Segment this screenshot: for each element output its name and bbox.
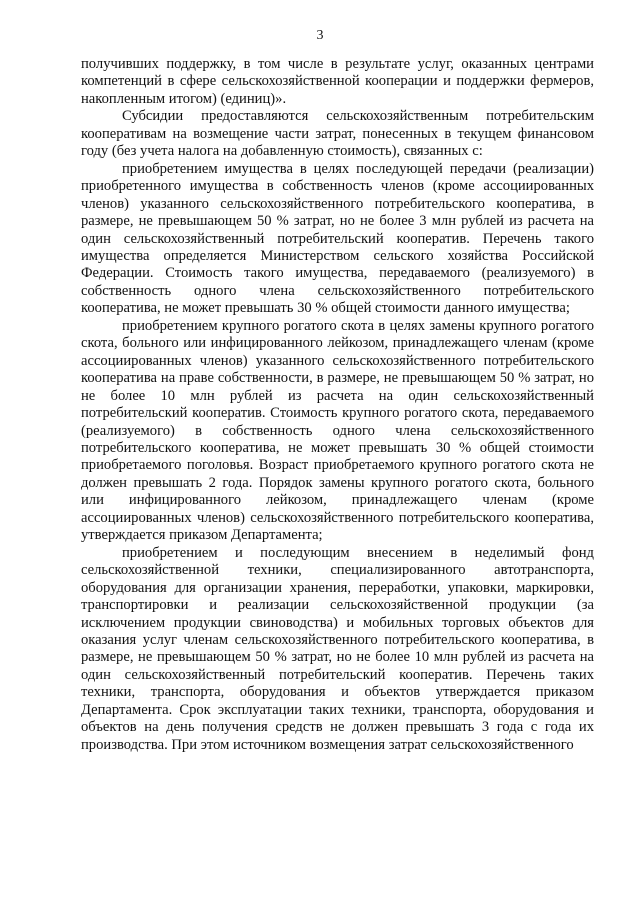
- paragraph-property-acquisition: приобретением имущества в целях последующей передачи (реализации) приобретенного имущества в собственность членов (кроме ассоциированных членов) указанного сельскохозяйственного потребительского кооператива, в размере, не превышающем 50 % затрат, но не более 3 млн рублей из расчета на один сельскохозяйственный потребительский кооператив. Перечень такого имущества определяется Министерством сельского хозяйства Российской Федерации. Стоимость такого имущества, передаваемого (реализуемого) в собственность одного члена сельскохозяйственного потребительского кооператива, не может превышать 30 % общей стоимости данного имущества;: [81, 160, 594, 317]
- page-number: 3: [316, 28, 324, 43]
- paragraph-continuation: получивших поддержку, в том числе в результате услуг, оказанных центрами компетенций в сфере сельскохозяйственной кооперации и поддержки фермеров, накопленным итогом) (единиц)».: [81, 56, 594, 107]
- paragraph-cattle-replacement: приобретением крупного рогатого скота в целях замены крупного рогатого скота, больного или инфицированного лейкозом, принадлежащего членам (кроме ассоциированных членов) указанного сельскохозяйственного потребительского кооператива на праве собственности, в размере, не превышающем 50 % затрат, но не более 10 млн рублей из расчета на один сельскохозяйственный потребительский кооператив. Стоимость крупного рогатого скота, передаваемого (реализуемого) в собственность одного члена сельскохозяйственного потребительского кооператива, не может превышать 30 % общей стоимости приобретаемого поголовья. Возраст приобретаемого крупного рогатого скота не должен превышать 2 года. Порядок замены крупного рогатого скота, больного или инфицированного лейкозом, принадлежащего членам (кроме ассоциированных членов) сельскохозяйственного потребительского кооператива, утверждается приказом Департамента;: [81, 317, 594, 544]
- paragraph-subsidies-intro: Субсидии предоставляются сельскохозяйственным потребительским кооперативам на возмещение части затрат, понесенных в текущем финансовом году (без учета налога на добавленную стоимость), связанных с:: [81, 108, 594, 160]
- document-body: [81, 56, 594, 754]
- paragraph-equipment-acquisition: приобретением и последующим внесением в неделимый фонд сельскохозяйственной техники, специализированного автотранспорта, оборудования для организации хранения, переработки, упаковки, маркировки, транспортировки и реализации сельскохозяйственной продукции (за исключением продукции свиноводства) и мобильных торговых объектов для оказания услуг членам сельскохозяйственного потребительского кооператива, в размере, не превышающем 50 % затрат, но не более 10 млн рублей из расчета на один сельскохозяйственный потребительский кооператив. Перечень таких техники, транспорта, оборудования и объектов утверждается приказом Департамента. Срок эксплуатации таких техники, транспорта, оборудования и объектов на день получения средств не должен превышать 3 года с года их производства. При этом источником возмещения затрат сельскохозяйственного: [81, 544, 594, 753]
